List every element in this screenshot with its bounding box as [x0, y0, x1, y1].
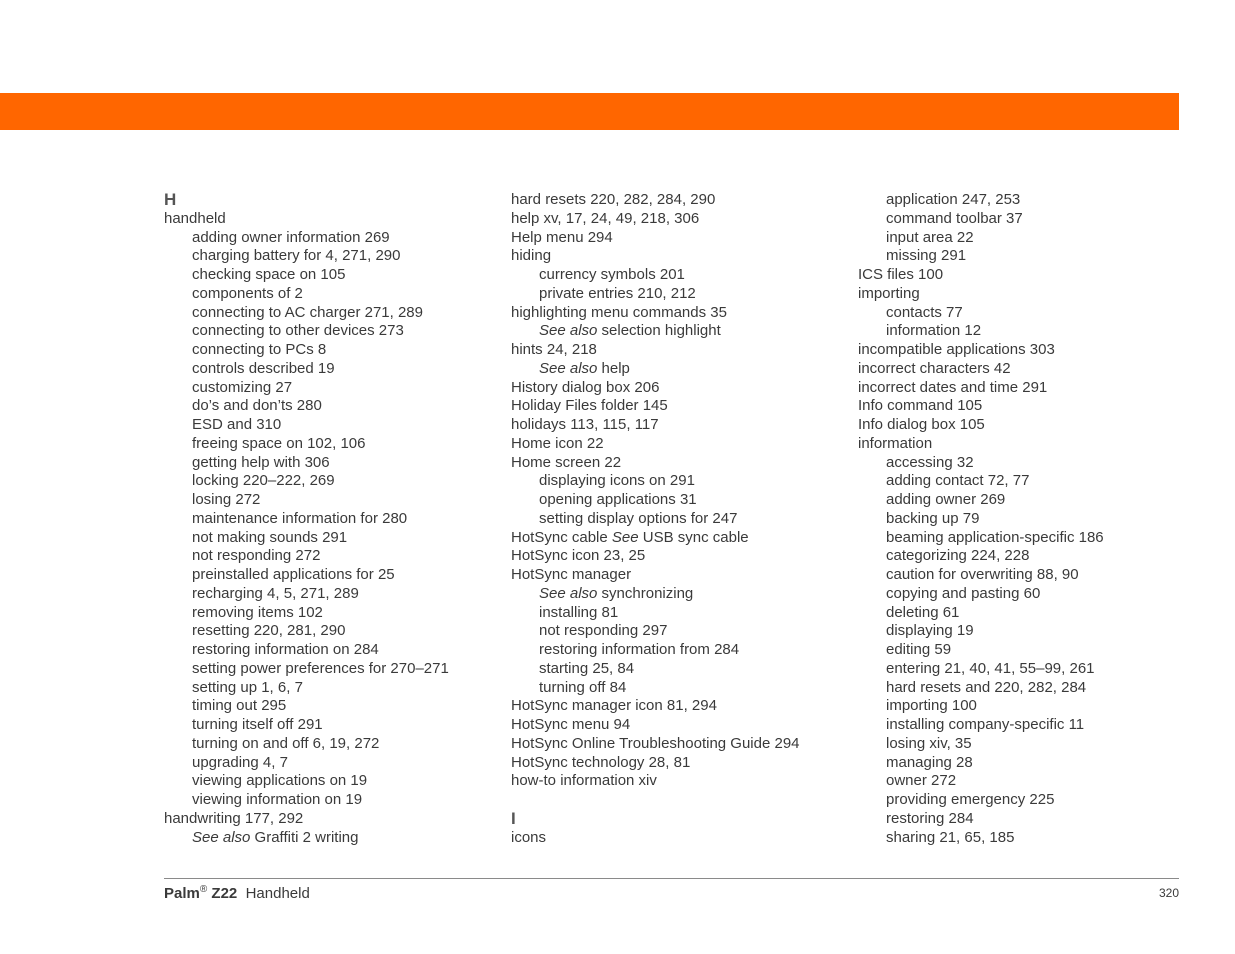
section-letter [511, 810, 851, 829]
entry-text: Info command 105 [858, 397, 983, 415]
index-entry [511, 379, 851, 398]
entry-text: HotSync Online Troubleshooting Guide 294 [511, 734, 800, 752]
index-entry [511, 304, 851, 323]
entry-text: viewing applications on 19 [192, 772, 368, 790]
index-subentry [164, 472, 499, 491]
index-subentry [858, 772, 1188, 791]
entry-text: help [597, 359, 630, 377]
index-subentry [511, 285, 851, 304]
entry-text: importing [858, 284, 920, 302]
entry-text: icons [511, 828, 547, 846]
index-subentry [858, 829, 1188, 848]
see-also-label: See also [192, 828, 251, 846]
entry-text: Graffiti 2 writing [250, 828, 359, 846]
index-subentry [858, 810, 1188, 829]
index-subentry [858, 697, 1188, 716]
index-subentry [164, 266, 499, 285]
index-entry [511, 547, 851, 566]
entry-text: command toolbar 37 [886, 209, 1023, 227]
brand-name: Palm [164, 885, 200, 902]
index-entry [511, 772, 851, 791]
index-subentry [164, 791, 499, 810]
entry-text: handheld [164, 209, 226, 227]
index-subentry [511, 679, 851, 698]
entry-text: displaying icons on 291 [539, 472, 695, 490]
index-subentry [164, 304, 499, 323]
entry-text: not making sounds 291 [192, 528, 348, 546]
index-subentry [164, 754, 499, 773]
entry-text: HotSync technology 28, 81 [511, 753, 691, 771]
index-entry [511, 247, 851, 266]
spacer [511, 791, 851, 810]
index-entry [511, 416, 851, 435]
entry-text: getting help with 306 [192, 453, 330, 471]
index-subentry [858, 791, 1188, 810]
entry-text: adding owner 269 [886, 491, 1006, 508]
index-entry [858, 379, 1188, 398]
entry-text: controls described 19 [192, 359, 335, 377]
footer-title [164, 884, 310, 902]
entry-text: installing 81 [539, 603, 619, 621]
index-subentry [164, 379, 499, 398]
entry-text: incompatible applications 303 [858, 341, 1055, 358]
entry-text: input area 22 [886, 228, 974, 246]
entry-text: charging battery for 4, 271, 290 [192, 247, 401, 265]
entry-text: History dialog box 206 [511, 378, 660, 396]
index-subentry [164, 735, 499, 754]
entry-text: setting power preferences for 270–271 [192, 659, 449, 677]
entry-text: backing up 79 [886, 509, 980, 527]
index-subentry [858, 566, 1188, 585]
index-subentry [164, 829, 499, 848]
header-band [0, 93, 1179, 130]
entry-text: hints 24, 218 [511, 341, 597, 358]
entry-text-tail: USB sync cable [638, 528, 749, 546]
index-subentry [858, 472, 1188, 491]
index-subentry [858, 716, 1188, 735]
index-subentry [164, 697, 499, 716]
index-entry [164, 210, 499, 229]
entry-text: starting 25, 84 [539, 659, 635, 677]
index-subentry [164, 285, 499, 304]
entry-text: I [511, 808, 516, 828]
index-entry [511, 229, 851, 248]
entry-text: accessing 32 [886, 453, 974, 471]
entry-text: hiding [511, 247, 552, 265]
entry-text: sharing 21, 65, 185 [886, 828, 1015, 846]
index-subentry [164, 397, 499, 416]
index-subentry [511, 360, 851, 379]
entry-text: not responding 297 [539, 622, 668, 640]
entry-text: information 12 [886, 322, 982, 340]
index-entry [164, 810, 499, 829]
entry-text: importing 100 [886, 697, 977, 715]
index-subentry [511, 622, 851, 641]
entry-text: how-to information xiv [511, 772, 657, 790]
section-letter [164, 191, 499, 210]
entry-text: opening applications 31 [539, 491, 697, 508]
entry-text: editing 59 [886, 641, 952, 658]
page-number: 320 [1158, 886, 1179, 900]
index-subentry [858, 679, 1188, 698]
index-entry [858, 360, 1188, 379]
index-subentry [858, 491, 1188, 510]
entry-text: hard resets 220, 282, 284, 290 [511, 191, 716, 208]
entry-text: removing items 102 [192, 603, 323, 621]
index-subentry [164, 416, 499, 435]
index-entry [511, 754, 851, 773]
index-subentry [164, 622, 499, 641]
entry-text: deleting 61 [886, 603, 960, 621]
entry-text: Home screen 22 [511, 453, 622, 471]
see-label: See [611, 528, 639, 546]
index-entry [858, 285, 1188, 304]
index-subentry [164, 491, 499, 510]
entry-text: turning off 84 [539, 678, 627, 696]
entry-text: viewing information on 19 [192, 791, 363, 808]
index-subentry [164, 229, 499, 248]
entry-text: preinstalled applications for 25 [192, 566, 395, 583]
index-subentry [164, 772, 499, 791]
index-subentry [164, 435, 499, 454]
see-also-label: See also [539, 322, 598, 340]
entry-text: restoring information on 284 [192, 641, 379, 658]
index-entry [858, 266, 1188, 285]
index-entry [511, 435, 851, 454]
index-subentry [511, 491, 851, 510]
index-subentry [164, 247, 499, 266]
index-entry [858, 416, 1188, 435]
entry-text: setting display options for 247 [539, 509, 738, 527]
registered-mark: ® [199, 884, 208, 895]
index-subentry [164, 641, 499, 660]
entry-text: maintenance information for 280 [192, 509, 408, 527]
index-entry [511, 716, 851, 735]
index-subentry [511, 660, 851, 679]
entry-text: adding contact 72, 77 [886, 472, 1030, 490]
entry-text: losing xiv, 35 [886, 734, 972, 752]
entry-text: managing 28 [886, 753, 973, 771]
index-entry [858, 435, 1188, 454]
index-subentry [858, 529, 1188, 548]
entry-text: beaming application-specific 186 [886, 528, 1104, 546]
index-subentry [164, 454, 499, 473]
index-subentry [164, 341, 499, 360]
entry-text: synchronizing [597, 584, 694, 602]
entry-text: HotSync manager icon 81, 294 [511, 697, 717, 715]
entry-text: copying and pasting 60 [886, 584, 1041, 602]
entry-text: connecting to PCs 8 [192, 341, 327, 358]
index-subentry [858, 660, 1188, 679]
entry-text: H [164, 190, 177, 209]
index-subentry [511, 641, 851, 660]
index-subentry [858, 191, 1188, 210]
entry-text: upgrading 4, 7 [192, 753, 288, 771]
entry-text: incorrect characters 42 [858, 359, 1011, 377]
see-also-label: See also [539, 359, 598, 377]
index-subentry [164, 547, 499, 566]
model-name: Z22 [207, 885, 238, 902]
index-entry [511, 191, 851, 210]
index-subentry [164, 566, 499, 585]
entry-text: HotSync icon 23, 25 [511, 547, 646, 565]
see-also-label: See also [539, 584, 598, 602]
index-entry [511, 454, 851, 473]
product-name: Handheld [245, 885, 310, 902]
index-subentry [164, 360, 499, 379]
index-subentry [511, 510, 851, 529]
entry-text: caution for overwriting 88, 90 [886, 566, 1079, 583]
index-entry [511, 566, 851, 585]
entry-text: ICS files 100 [858, 266, 944, 283]
entry-text: HotSync manager [511, 566, 632, 583]
index-entry [511, 735, 851, 754]
entry-text: providing emergency 225 [886, 791, 1055, 808]
index-entry [511, 697, 851, 716]
entry-text: HotSync menu 94 [511, 716, 631, 733]
entry-text: restoring 284 [886, 809, 974, 827]
index-subentry [164, 604, 499, 623]
entry-text: contacts 77 [886, 303, 963, 321]
entry-text: connecting to other devices 273 [192, 322, 404, 340]
entry-text: Holiday Files folder 145 [511, 397, 668, 415]
entry-text: currency symbols 201 [539, 266, 685, 283]
entry-text: restoring information from 284 [539, 641, 740, 658]
entry-text: information [858, 434, 933, 452]
index-subentry [858, 247, 1188, 266]
entry-text: freeing space on 102, 106 [192, 434, 366, 452]
index-column-3 [858, 191, 1188, 847]
index-subentry [511, 472, 851, 491]
entry-text: help xv, 17, 24, 49, 218, 306 [511, 209, 700, 227]
entry-text: not responding 272 [192, 547, 321, 565]
index-subentry [164, 679, 499, 698]
entry-text: private entries 210, 212 [539, 284, 696, 302]
index-subentry [858, 622, 1188, 641]
entry-text: displaying 19 [886, 622, 974, 640]
index-subentry [858, 510, 1188, 529]
entry-text: losing 272 [192, 491, 261, 508]
index-subentry [164, 322, 499, 341]
entry-text: categorizing 224, 228 [886, 547, 1030, 565]
index-subentry [858, 322, 1188, 341]
entry-text: Help menu 294 [511, 228, 613, 246]
index-entry [858, 341, 1188, 360]
index-subentry [858, 641, 1188, 660]
entry-text: missing 291 [886, 247, 967, 265]
index-column-1 [164, 191, 499, 847]
index-entry [511, 341, 851, 360]
index-subentry [164, 716, 499, 735]
entry-text: owner 272 [886, 772, 957, 790]
entry-text: installing company-specific 11 [886, 716, 1085, 733]
entry-text: selection highlight [597, 322, 721, 340]
index-subentry [511, 266, 851, 285]
index-subentry [511, 322, 851, 341]
entry-text: HotSync cable [511, 528, 612, 546]
entry-text: Info dialog box 105 [858, 416, 985, 433]
index-subentry [858, 229, 1188, 248]
entry-text: resetting 220, 281, 290 [192, 622, 346, 640]
index-subentry [858, 454, 1188, 473]
index-entry [511, 829, 851, 848]
entry-text: locking 220–222, 269 [192, 472, 335, 490]
index-subentry [164, 529, 499, 548]
entry-text: recharging 4, 5, 271, 289 [192, 584, 359, 602]
index-subentry [511, 604, 851, 623]
index-subentry [858, 604, 1188, 623]
entry-text: ESD and 310 [192, 416, 282, 433]
entry-text: turning itself off 291 [192, 716, 323, 733]
entry-text: timing out 295 [192, 697, 287, 715]
index-subentry [858, 210, 1188, 229]
entry-text: holidays 113, 115, 117 [511, 416, 659, 433]
index-subentry [511, 585, 851, 604]
index-entry [511, 397, 851, 416]
entry-text: incorrect dates and time 291 [858, 378, 1048, 396]
index-subentry [164, 510, 499, 529]
entry-text: Home icon 22 [511, 434, 604, 452]
index-subentry [858, 547, 1188, 566]
index-column-2 [511, 191, 851, 847]
entry-text: checking space on 105 [192, 266, 346, 283]
entry-text: do’s and don’ts 280 [192, 397, 322, 415]
entry-text: components of 2 [192, 284, 303, 302]
index-subentry [164, 660, 499, 679]
entry-text: customizing 27 [192, 378, 293, 396]
index-entry [511, 529, 851, 548]
entry-text: entering 21, 40, 41, 55–99, 261 [886, 659, 1095, 677]
entry-text: handwriting 177, 292 [164, 809, 304, 827]
entry-text: adding owner information 269 [192, 228, 390, 246]
entry-text: connecting to AC charger 271, 289 [192, 303, 423, 321]
entry-text: highlighting menu commands 35 [511, 303, 727, 321]
index-subentry [164, 585, 499, 604]
index-subentry [858, 754, 1188, 773]
index-subentry [858, 735, 1188, 754]
entry-text: turning on and off 6, 19, 272 [192, 734, 380, 752]
footer-rule [164, 878, 1179, 879]
entry-text: hard resets and 220, 282, 284 [886, 678, 1087, 696]
index-entry [511, 210, 851, 229]
entry-text: application 247, 253 [886, 191, 1021, 208]
entry-text: setting up 1, 6, 7 [192, 678, 303, 696]
index-subentry [858, 304, 1188, 323]
index-subentry [858, 585, 1188, 604]
index-entry [858, 397, 1188, 416]
